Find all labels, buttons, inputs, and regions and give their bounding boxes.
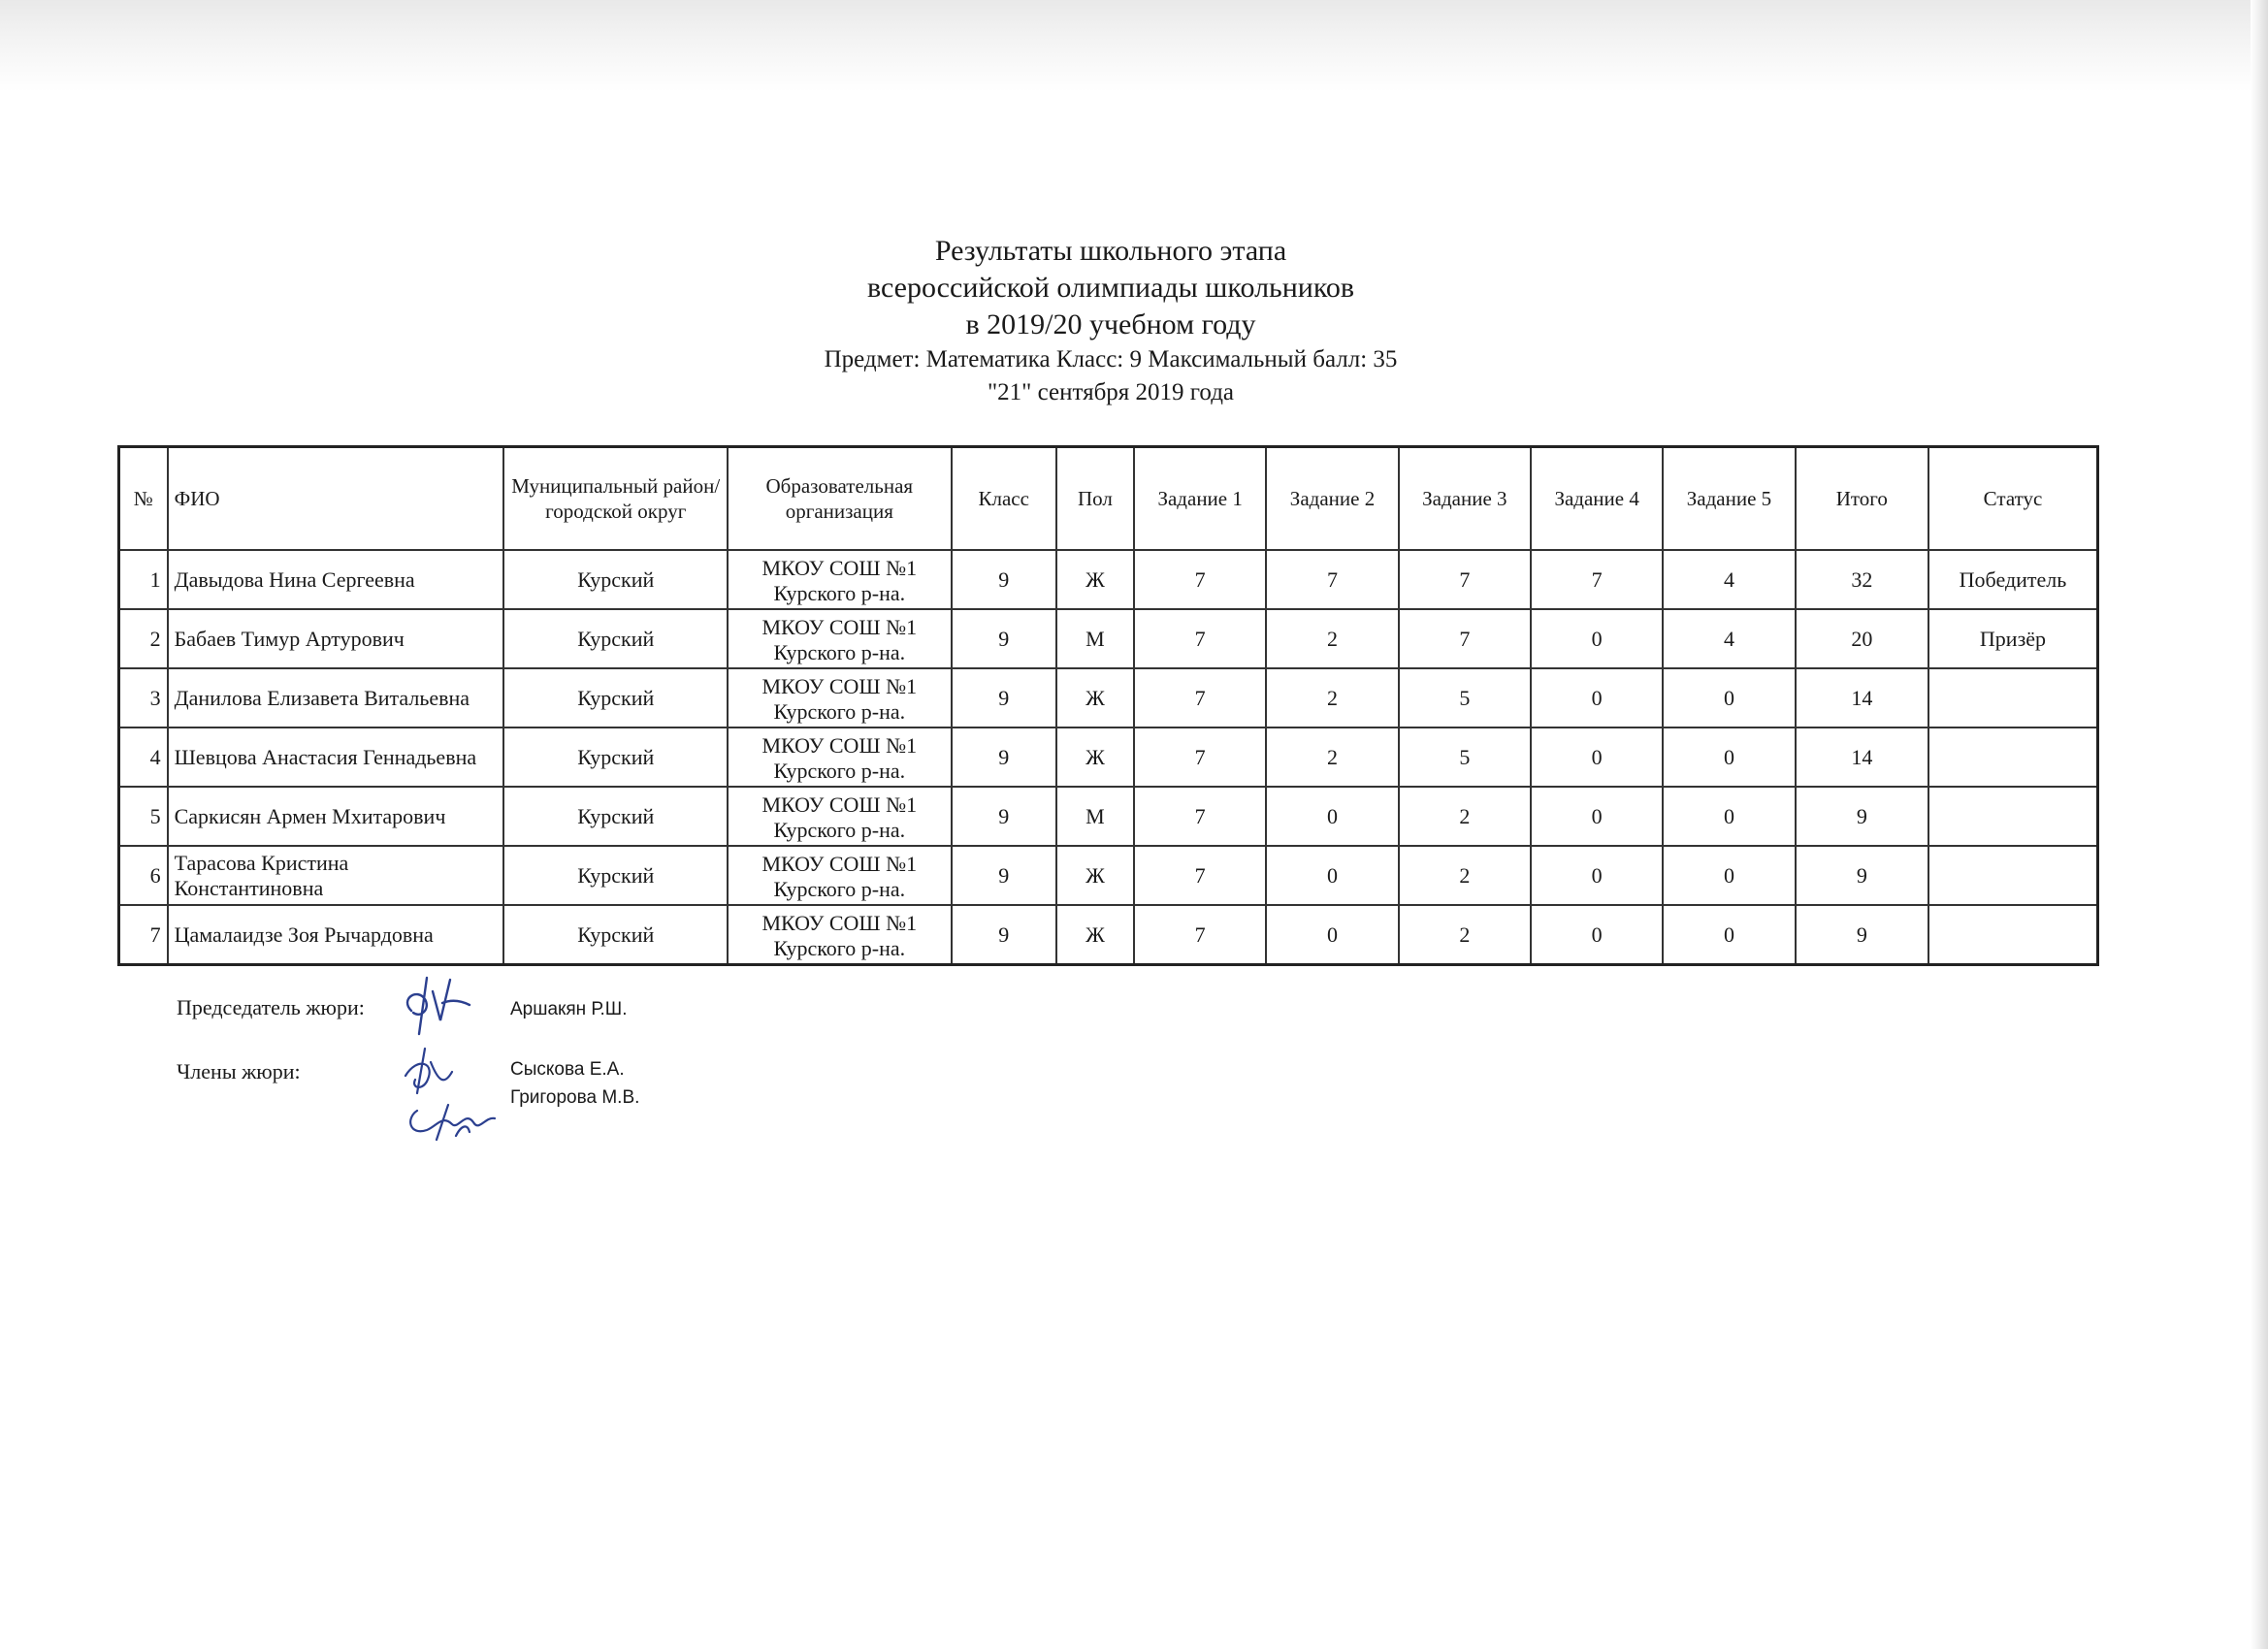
cell-total: 9: [1796, 905, 1928, 965]
col-header-district: Муниципальный район/городской округ: [503, 447, 728, 551]
col-header-task-2: Задание 2: [1266, 447, 1398, 551]
cell-task-3: 7: [1399, 609, 1531, 668]
cell-total: 14: [1796, 728, 1928, 787]
cell-num: 3: [119, 668, 168, 728]
cell-district: Курский: [503, 728, 728, 787]
cell-grade: 9: [952, 609, 1056, 668]
cell-status: Призёр: [1928, 609, 2098, 668]
cell-sex: Ж: [1056, 846, 1134, 905]
cell-org: МКОУ СОШ №1 Курского р-на.: [728, 905, 952, 965]
col-header-org: Образовательная организация: [728, 447, 952, 551]
cell-task-5: 0: [1663, 668, 1795, 728]
jury-member-2-name: Григорова М.В.: [510, 1087, 640, 1108]
cell-fio: Бабаев Тимур Артурович: [168, 609, 504, 668]
cell-org: МКОУ СОШ №1 Курского р-на.: [728, 668, 952, 728]
chair-signature-icon: [398, 970, 475, 1038]
cell-task-2: 0: [1266, 787, 1398, 846]
cell-task-5: 0: [1663, 728, 1795, 787]
cell-task-2: 0: [1266, 905, 1398, 965]
table-row: [119, 846, 2098, 905]
col-header-fio: ФИО: [168, 447, 504, 551]
col-header-sex: Пол: [1056, 447, 1134, 551]
cell-task-2: 2: [1266, 609, 1398, 668]
cell-org: МКОУ СОШ №1 Курского р-на.: [728, 550, 952, 609]
cell-task-1: 7: [1134, 787, 1266, 846]
cell-task-2: 0: [1266, 846, 1398, 905]
col-header-task-4: Задание 4: [1531, 447, 1663, 551]
cell-status: [1928, 728, 2098, 787]
cell-grade: 9: [952, 728, 1056, 787]
date-line: "21" сентября 2019 года: [987, 379, 1235, 405]
scan-shadow-top: [0, 0, 2268, 92]
table-row: [119, 728, 2098, 787]
title-line-3: в 2019/20 учебном году: [965, 308, 1256, 340]
cell-grade: 9: [952, 846, 1056, 905]
cell-org: МКОУ СОШ №1 Курского р-на.: [728, 728, 952, 787]
scan-shadow-right: [2251, 0, 2268, 1649]
cell-status: [1928, 846, 2098, 905]
cell-grade: 9: [952, 787, 1056, 846]
col-header-status: Статус: [1928, 447, 2098, 551]
cell-sex: М: [1056, 609, 1134, 668]
cell-task-5: 0: [1663, 905, 1795, 965]
cell-num: 7: [119, 905, 168, 965]
col-header-num: №: [119, 447, 168, 551]
col-header-task-5: Задание 5: [1663, 447, 1795, 551]
table-row: [119, 550, 2098, 609]
cell-total: 32: [1796, 550, 1928, 609]
cell-fio: Шевцова Анастасия Геннадьевна: [168, 728, 504, 787]
col-header-grade: Класс: [952, 447, 1056, 551]
cell-status: [1928, 787, 2098, 846]
subject-line: Предмет: Математика Класс: 9 Максимальный балл: 35: [824, 346, 1398, 372]
cell-task-4: 0: [1531, 905, 1663, 965]
cell-task-3: 2: [1399, 787, 1531, 846]
cell-grade: 9: [952, 668, 1056, 728]
cell-task-4: 0: [1531, 846, 1663, 905]
cell-task-1: 7: [1134, 846, 1266, 905]
jury-members-label: Члены жюри:: [177, 1059, 301, 1083]
cell-task-3: 5: [1399, 728, 1531, 787]
cell-district: Курский: [503, 550, 728, 609]
cell-task-5: 4: [1663, 609, 1795, 668]
cell-task-3: 5: [1399, 668, 1531, 728]
cell-status: [1928, 905, 2098, 965]
cell-num: 4: [119, 728, 168, 787]
table-header-row: [119, 447, 2098, 551]
cell-task-4: 0: [1531, 668, 1663, 728]
cell-task-5: 0: [1663, 787, 1795, 846]
cell-status: [1928, 668, 2098, 728]
cell-org: МКОУ СОШ №1 Курского р-на.: [728, 846, 952, 905]
cell-task-2: 7: [1266, 550, 1398, 609]
cell-num: 2: [119, 609, 168, 668]
cell-district: Курский: [503, 905, 728, 965]
jury-chair-name: Аршакян Р.Ш.: [510, 999, 628, 1019]
cell-org: МКОУ СОШ №1 Курского р-на.: [728, 609, 952, 668]
cell-total: 14: [1796, 668, 1928, 728]
table-row: [119, 609, 2098, 668]
cell-sex: Ж: [1056, 550, 1134, 609]
cell-task-4: 0: [1531, 787, 1663, 846]
cell-task-3: 2: [1399, 846, 1531, 905]
cell-num: 5: [119, 787, 168, 846]
col-header-task-3: Задание 3: [1399, 447, 1531, 551]
cell-district: Курский: [503, 846, 728, 905]
cell-task-1: 7: [1134, 728, 1266, 787]
cell-total: 9: [1796, 846, 1928, 905]
cell-task-4: 0: [1531, 728, 1663, 787]
cell-task-2: 2: [1266, 728, 1398, 787]
cell-num: 1: [119, 550, 168, 609]
cell-task-1: 7: [1134, 609, 1266, 668]
cell-task-5: 0: [1663, 846, 1795, 905]
cell-task-3: 7: [1399, 550, 1531, 609]
results-table: [117, 445, 2099, 966]
cell-sex: Ж: [1056, 668, 1134, 728]
cell-fio: Цамалаидзе Зоя Рычардовна: [168, 905, 504, 965]
cell-total: 20: [1796, 609, 1928, 668]
title-line-2: всероссийской олимпиады школьников: [866, 272, 1355, 304]
cell-fio: Саркисян Армен Мхитарович: [168, 787, 504, 846]
document-header: [0, 233, 2221, 409]
cell-task-1: 7: [1134, 668, 1266, 728]
cell-task-3: 2: [1399, 905, 1531, 965]
cell-task-1: 7: [1134, 905, 1266, 965]
cell-task-5: 4: [1663, 550, 1795, 609]
cell-sex: Ж: [1056, 728, 1134, 787]
cell-grade: 9: [952, 905, 1056, 965]
title-line-1: Результаты школьного этапа: [934, 235, 1287, 267]
col-header-task-1: Задание 1: [1134, 447, 1266, 551]
cell-grade: 9: [952, 550, 1056, 609]
cell-district: Курский: [503, 609, 728, 668]
cell-task-4: 0: [1531, 609, 1663, 668]
table-row: [119, 668, 2098, 728]
col-header-total: Итого: [1796, 447, 1928, 551]
table-row: [119, 905, 2098, 965]
cell-num: 6: [119, 846, 168, 905]
table-row: [119, 787, 2098, 846]
cell-district: Курский: [503, 787, 728, 846]
cell-district: Курский: [503, 668, 728, 728]
cell-total: 9: [1796, 787, 1928, 846]
cell-task-4: 7: [1531, 550, 1663, 609]
cell-fio: Данилова Елизавета Витальевна: [168, 668, 504, 728]
cell-fio: Давыдова Нина Сергеевна: [168, 550, 504, 609]
cell-org: МКОУ СОШ №1 Курского р-на.: [728, 787, 952, 846]
cell-sex: М: [1056, 787, 1134, 846]
cell-status: Победитель: [1928, 550, 2098, 609]
jury-member-1-name: Сыскова Е.А.: [510, 1059, 625, 1080]
cell-task-1: 7: [1134, 550, 1266, 609]
jury-chair-label: Председатель жюри:: [177, 995, 365, 1019]
member-signature-icon: [398, 1043, 504, 1149]
cell-sex: Ж: [1056, 905, 1134, 965]
cell-fio: Тарасова Кристина Константиновна: [168, 846, 504, 905]
cell-task-2: 2: [1266, 668, 1398, 728]
